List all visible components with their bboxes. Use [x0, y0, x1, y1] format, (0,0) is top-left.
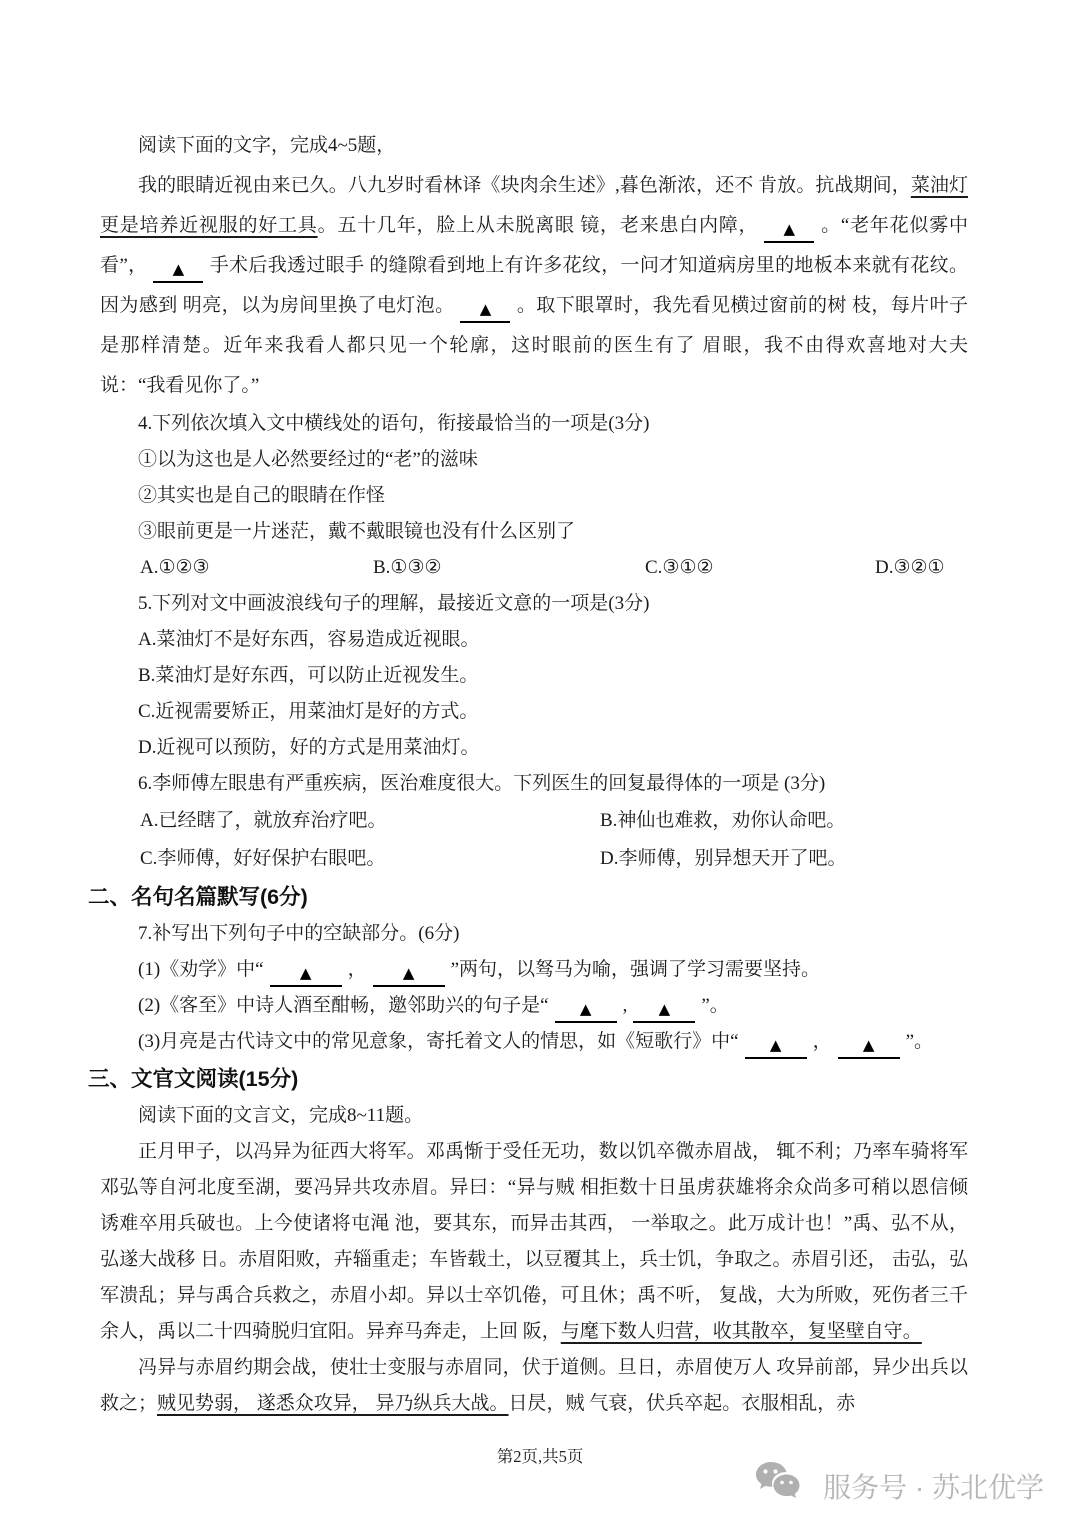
text-segment: ”。	[905, 1031, 934, 1052]
text-segment: 。“老年花似雾中看”，	[100, 215, 968, 276]
q6-options-row-1	[100, 802, 968, 840]
blank-underline	[764, 216, 814, 243]
text-segment: 正月甲子，以冯异为征西大将军。邓禹惭于受任无功，数以饥卒微赤眉战， 辄不利；乃率车骑将军邓弘等自河北度至湖，要冯异共攻赤眉。异曰：“异与贼 相拒数十日虽虏获雄将余众尚多可稍以恩信倾诱难卒用兵破也。上今使诸将屯渑 池，要其东，而异击其西， 一举取之。此万成计也！”禹、弘不从，弘遂大战移 日。赤眉阳败，卉辎重走；车皆载土，以豆覆其上，兵士饥，争取之。赤眉引还， 击弘，弘军溃乱；异与禹合兵救之，赤眉小却。异以士卒饥倦，可且休；禹不听， 复战，大为所败，死伤者三千余人，禹以二十四骑脱归宜阳。异弃马奔走，上回 阪，	[100, 1141, 968, 1342]
triangle-marker: ▲	[479, 300, 492, 318]
text-segment: 阅读下面的文字，完成4~5题，	[138, 135, 396, 156]
blank-underline	[633, 996, 695, 1023]
text-segment: (1)《劝学》中“	[138, 959, 264, 980]
q6-stem	[100, 766, 968, 802]
text-segment: (3)月亮是古代诗文中的常见意象，寄托着文人的情思，如《短歌行》中“	[138, 1031, 739, 1052]
text-segment: 二、名句名篇默写(6分)	[88, 885, 308, 909]
text-segment: 我的眼睛近视由来已久。八九岁时看林译《块肉余生述》,暮色渐浓，还不 肯放。抗战期间，	[138, 175, 911, 196]
q7-item-1	[100, 952, 968, 988]
option-cell: A.已经瞎了，就放弃治疗吧。	[140, 810, 387, 831]
section-3-heading	[88, 1060, 968, 1098]
blank-underline	[373, 960, 445, 987]
blank-underline	[460, 296, 510, 323]
blank-underline	[270, 960, 342, 987]
q4-item-1	[100, 442, 968, 478]
triangle-marker: ▲	[769, 1036, 782, 1054]
option-cell: B.神仙也难救，劝你认命吧。	[600, 810, 846, 831]
q6-options-row-2	[100, 840, 968, 878]
q5-option-d	[100, 730, 968, 766]
triangle-marker: ▲	[783, 220, 796, 238]
section-2-heading	[88, 878, 968, 916]
text-segment: ②其实也是自己的眼睛在作怪	[138, 485, 386, 506]
text-segment: 。五十几年，脸上从未脱离眼 镜，老来患白内障，	[317, 215, 759, 236]
wenyan-intro	[100, 1098, 968, 1134]
text-segment: ,	[622, 995, 628, 1016]
wenyan-para-1	[100, 1134, 968, 1350]
text-segment: 与麾下数人归营，收其散卒，复坚壁自守。	[560, 1321, 922, 1342]
text-segment: D.近视可以预防，好的方式是用菜油灯。	[138, 737, 480, 758]
intro-line	[100, 126, 968, 166]
triangle-marker: ▲	[299, 964, 312, 982]
text-segment: ③眼前更是一片迷茫，戴不戴眼镜也没有什么区别了	[138, 521, 576, 542]
blank-underline	[555, 996, 617, 1023]
triangle-marker: ▲	[402, 964, 415, 982]
option-cell: C.③①②	[645, 557, 714, 578]
text-segment: ①以为这也是人必然要经过的“老”的滋味	[138, 449, 478, 470]
triangle-marker: ▲	[579, 1000, 592, 1018]
triangle-marker: ▲	[862, 1036, 875, 1054]
watermark	[753, 1460, 1044, 1511]
text-segment: (2)《客至》中诗人酒至酣畅，邀邻助兴的句子是“	[138, 995, 549, 1016]
triangle-marker: ▲	[172, 260, 185, 278]
text-segment: C.近视需要矫正，用菜油灯是好的方式。	[138, 701, 479, 722]
option-cell: C.李师傅，好好保护右眼吧。	[140, 848, 386, 869]
text-segment: 日昃，贼 气衰，伏兵卒起。衣服相乱，赤	[508, 1393, 856, 1414]
text-segment: 菜油灯更是培养近视服的好工具	[100, 175, 968, 236]
blank-underline	[745, 1032, 807, 1059]
q5-option-b	[100, 658, 968, 694]
option-cell: D.李师傅，别异想天开了吧。	[600, 848, 847, 869]
text-segment: 7.补写出下列句子中的空缺部分。(6分)	[138, 923, 460, 944]
text-segment: A.菜油灯不是好东西，容易造成近视眼。	[138, 629, 480, 650]
text-segment: 4.下列依次填入文中横线处的语句，衔接最恰当的一项是(3分)	[138, 413, 650, 434]
q7-item-3	[100, 1024, 968, 1060]
page-number: 第2页,共5页	[496, 1447, 584, 1466]
text-segment: 阅读下面的文言文，完成8~11题。	[138, 1105, 424, 1126]
option-cell: D.③②①	[875, 557, 945, 578]
document-body	[88, 126, 968, 1422]
text-segment: ”。	[701, 995, 729, 1016]
text-segment: 手术后我透过眼手 的缝隙看到地上有许多花纹，一问才知道病房里的地板本来就有花纹。因为感到 明亮，以为房间里换了电灯泡。	[100, 255, 968, 316]
option-cell: A.①②③	[140, 557, 210, 578]
text-segment: B.菜油灯是好东西，可以防止近视发生。	[138, 665, 479, 686]
q4-stem	[100, 406, 968, 442]
text-segment: ，	[347, 959, 367, 980]
blank-underline	[153, 256, 203, 283]
q4-item-3	[100, 514, 968, 550]
q5-option-c	[100, 694, 968, 730]
q5-option-a	[100, 622, 968, 658]
watermark-label: 服务号 · 苏北优学	[823, 1471, 1044, 1503]
q5-stem	[100, 586, 968, 622]
q4-options	[100, 550, 968, 586]
q7-stem	[100, 916, 968, 952]
option-cell: B.①③②	[373, 557, 442, 578]
text-segment: ，	[812, 1031, 832, 1052]
triangle-marker: ▲	[658, 1000, 671, 1018]
text-segment: 冯异与赤眉约期会战，使壮士变服与赤眉同，伏于道侧。旦日，赤眉使万人 攻异前部，异少出兵以救之；	[100, 1357, 968, 1414]
text-segment: 。取下眼罩时，我先看见横过窗前的树 枝，每片叶子是那样清楚。近年来我看人都只见一个轮廓，这时眼前的医生有了 眉眼，我不由得欢喜地对大夫说：“我看见你了。”	[100, 295, 968, 396]
text-segment: 6.李师傅左眼患有严重疾病，医治难度很大。下列医生的回复最得体的一项是 (3分)	[138, 773, 826, 794]
text-segment: 5.下列对文中画波浪线句子的理解，最接近文意的一项是(3分)	[138, 593, 650, 614]
wenyan-para-2	[100, 1350, 968, 1422]
blank-underline	[838, 1032, 900, 1059]
text-segment: ”两句，以驽马为喻，强调了学习需要坚持。	[450, 959, 821, 980]
q4-item-2	[100, 478, 968, 514]
text-segment: 三、文官文阅读(15分)	[88, 1067, 299, 1091]
wechat-icon	[753, 1460, 809, 1511]
q7-item-2	[100, 988, 968, 1024]
text-segment: 贼见势弱， 遂悉众攻异， 异乃纵兵大战。	[157, 1393, 509, 1414]
reading-passage	[100, 166, 968, 406]
